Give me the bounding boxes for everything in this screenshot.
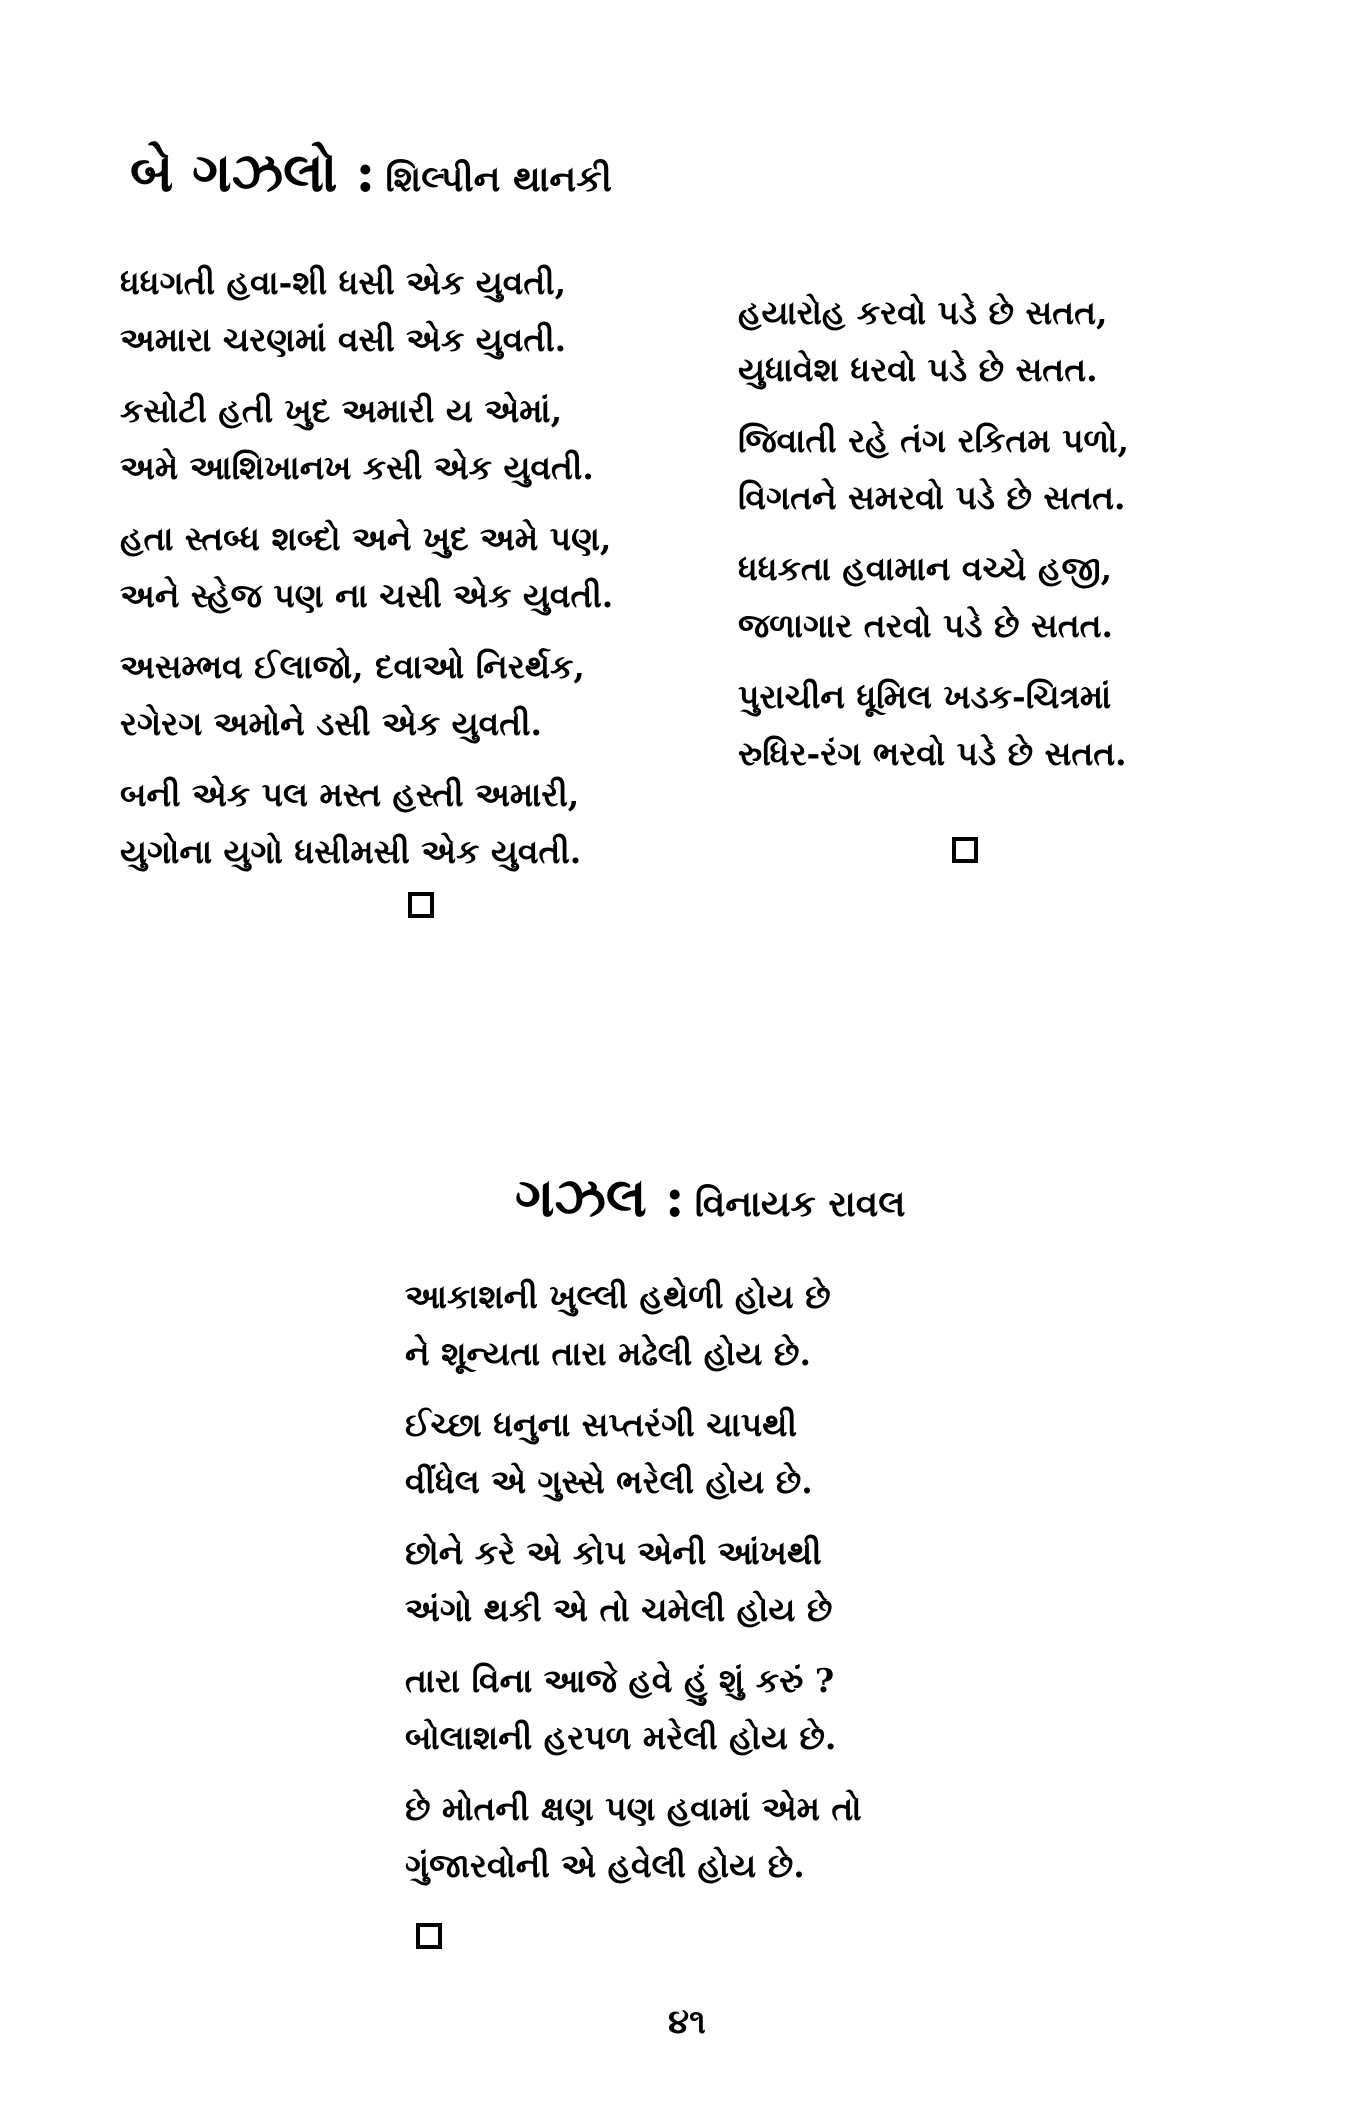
ghazal-a-stanza bbox=[120, 254, 690, 368]
verse-line: તારા વિના આજે હવે હું શું કરું ? bbox=[405, 1661, 835, 1700]
verse-line: પુરાચીન ધૂમિલ ખડક-ચિત્રમાં bbox=[738, 677, 1112, 716]
ghazal-a-stanza bbox=[120, 638, 690, 752]
verse-line: બની એક પલ મસ્ત હસ્તી અમારી, bbox=[120, 775, 580, 814]
poem1-heading bbox=[130, 140, 612, 205]
verse-line: છે મોતની ક્ષણ પણ હવામાં એમ તો bbox=[405, 1789, 862, 1828]
verse-line: યુધાવેશ ધરવો પડે છે સતત. bbox=[738, 350, 1098, 389]
ghazal-b-stanza bbox=[738, 284, 1258, 398]
ghazal-a-stanza bbox=[120, 510, 690, 624]
verse-line: ઈચ્છા ધનુના સપ્તરંગી ચાપથી bbox=[405, 1405, 797, 1444]
ghazal-c bbox=[405, 1268, 985, 1908]
verse-line: કસોટી હતી ખુદ અમારી ય એમાં, bbox=[120, 391, 563, 430]
verse-line: વિગતને સમરવો પડે છે સતત. bbox=[738, 478, 1126, 517]
verse-line: રગેરગ અમોને ડસી એક યુવતી. bbox=[120, 704, 542, 743]
poem1-colon: : bbox=[355, 140, 376, 204]
verse-line: ધધગતી હવા-શી ધસી એક યુવતી, bbox=[120, 263, 567, 302]
verse-line: છોને કરે એ કોપ એની આંખથી bbox=[405, 1533, 822, 1572]
ghazal-a-stanza bbox=[120, 766, 690, 880]
end-mark-box bbox=[408, 892, 434, 918]
ghazal-b-stanza bbox=[738, 668, 1258, 782]
verse-line: બોલાશની હરપળ મરેલી હોય છે. bbox=[405, 1718, 837, 1757]
poem2-colon: : bbox=[664, 1165, 685, 1229]
verse-line: ધધકતા હવામાન વચ્ચે હજી, bbox=[738, 549, 1113, 588]
poem2-author: વિનાયક રાવલ bbox=[694, 1183, 906, 1225]
ghazal-c-stanza bbox=[405, 1780, 985, 1894]
poem2-title: ગઝલ bbox=[515, 1165, 647, 1229]
ghazal-c-stanza bbox=[405, 1396, 985, 1510]
poem2-heading bbox=[515, 1165, 905, 1230]
verse-line: અમે આશિખાનખ કસી એક યુવતી. bbox=[120, 448, 594, 487]
verse-line: વીંધેલ એ ગુસ્સે ભરેલી હોય છે. bbox=[405, 1462, 813, 1501]
verse-line: યુગોના યુગો ધસીમસી એક યુવતી. bbox=[120, 832, 582, 871]
verse-line: અમારા ચરણમાં વસી એક યુવતી. bbox=[120, 320, 567, 359]
verse-line: અને સ્હેજ પણ ના ચસી એક યુવતી. bbox=[120, 576, 614, 615]
ghazal-c-stanza bbox=[405, 1524, 985, 1638]
ghazal-a bbox=[120, 254, 690, 894]
verse-line: અંગો થકી એ તો ચમેલી હોય છે bbox=[405, 1590, 833, 1629]
verse-line: અસમ્ભવ ઈલાજો, દવાઓ નિરર્થક, bbox=[120, 647, 585, 686]
poem1-author: શિલ્પીન થાનકી bbox=[385, 158, 612, 200]
ghazal-b-stanza bbox=[738, 540, 1258, 654]
ghazal-a-stanza bbox=[120, 382, 690, 496]
verse-line: જળાગાર તરવો પડે છે સતત. bbox=[738, 606, 1114, 645]
ghazal-b bbox=[738, 284, 1258, 796]
verse-line: જિવાતી રહે તંગ રકિતમ પળો, bbox=[738, 421, 1129, 460]
ghazal-c-stanza bbox=[405, 1268, 985, 1382]
ghazal-c-stanza bbox=[405, 1652, 985, 1766]
verse-line: હતા સ્તબ્ધ શબ્દો અને ખુદ અમે પણ, bbox=[120, 519, 612, 558]
end-mark-box bbox=[416, 1923, 442, 1949]
verse-line: ને શૂન્યતા તારા મઢેલી હોય છે. bbox=[405, 1334, 811, 1373]
end-mark-box bbox=[952, 837, 978, 863]
verse-line: આકાશની ખુલ્લી હથેળી હોય છે bbox=[405, 1277, 831, 1316]
verse-line: હયારોહ કરવો પડે છે સતત, bbox=[738, 293, 1108, 332]
verse-line: ગુંજારવોની એ હવેલી હોય છે. bbox=[405, 1846, 805, 1885]
poem1-title: બે ગઝલો bbox=[130, 140, 338, 204]
verse-line: રુધિર-રંગ ભરવો પડે છે સતત. bbox=[738, 734, 1127, 773]
page-number: ૪૧ bbox=[668, 2002, 706, 2042]
ghazal-b-stanza bbox=[738, 412, 1258, 526]
